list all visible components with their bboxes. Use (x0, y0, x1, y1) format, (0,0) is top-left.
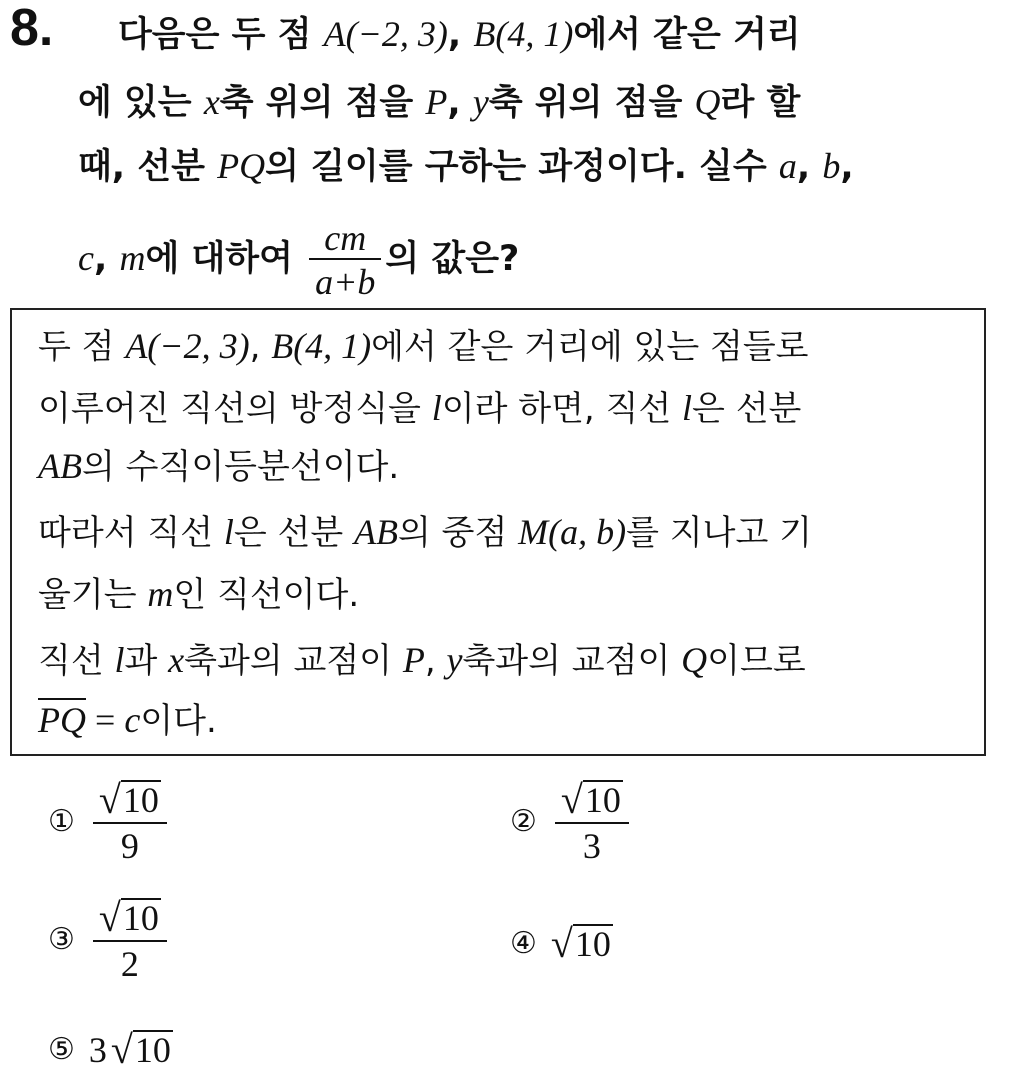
box-line-6 (38, 640, 806, 681)
c-variable: c (124, 700, 141, 740)
fraction-numerator: cm (309, 220, 381, 260)
box-text: 의 수직이등분선이다. (81, 447, 400, 487)
sqrt-sign: √ (110, 1027, 133, 1072)
stem-text: 에 대하여 (145, 239, 306, 279)
x-variable: x (203, 82, 220, 122)
y-variable: y (446, 640, 463, 680)
l-variable: l (431, 388, 442, 428)
m-variable: m (147, 574, 174, 614)
radicand: 10 (584, 780, 621, 821)
q-variable: Q (694, 82, 721, 122)
stem-text: 다음은 두 점 (118, 15, 324, 55)
stem-text: 의 길이를 구하는 과정이다. 실수 (265, 147, 779, 187)
square-root (110, 1027, 173, 1072)
sqrt-sign: √ (550, 921, 573, 966)
box-text: 축과의 교점이 (184, 641, 403, 681)
y-variable: y (472, 82, 489, 122)
choice-fraction (93, 777, 167, 866)
box-text: 울기는 (38, 575, 148, 615)
point-a: A(−2, 3) (125, 326, 250, 366)
c-variable: c (78, 238, 94, 278)
question-stem-line-1 (118, 16, 801, 53)
l-variable: l (223, 512, 234, 552)
radicand: 10 (122, 780, 159, 821)
radicand: 10 (134, 1030, 171, 1071)
box-line-1 (38, 326, 809, 367)
point-b: B(4, 1) (473, 14, 574, 54)
segment-pq: $\overline{PQ}$ (38, 700, 86, 740)
choice-1[interactable] (48, 777, 171, 866)
stem-text: 축 위의 점을 (219, 83, 426, 123)
box-line-7 (38, 700, 217, 741)
box-line-5 (38, 574, 360, 615)
box-text: 에서 같은 거리에 있는 점들로 (371, 327, 809, 367)
fraction-denominator: a+b (315, 262, 376, 302)
box-text: 인 직선이다. (173, 575, 360, 615)
choice-4[interactable] (510, 921, 613, 966)
box-text: 의 중점 (398, 513, 519, 553)
sqrt-sign: √ (98, 895, 121, 940)
choice-marker: ⑤ (48, 1032, 75, 1067)
box-text: 를 지나고 기 (626, 513, 812, 553)
box-text: 이다. (140, 701, 217, 741)
p-variable: P (402, 640, 425, 680)
question-stem-line-4: c, m에 대하여 $\frac{cm}{a+b}$ 의 값은? (78, 218, 520, 302)
point-b: B(4, 1) (271, 326, 372, 366)
fraction-numerator (555, 777, 629, 824)
box-text: 이라 하면, 직선 (441, 389, 683, 429)
stem-text: 의 값은? (385, 239, 520, 279)
choice-marker: ③ (48, 922, 75, 957)
l-variable: l (114, 640, 125, 680)
fraction-numerator (93, 777, 167, 824)
sqrt-sign: √ (560, 777, 583, 822)
x-variable: x (168, 640, 185, 680)
p-variable: P (425, 82, 448, 122)
choice-marker: ② (510, 804, 537, 839)
box-text: 이므로 (707, 641, 806, 681)
square-root (560, 777, 623, 822)
choice-3[interactable] (48, 895, 171, 984)
square-root (98, 895, 161, 940)
coefficient: 3 (88, 1030, 107, 1070)
box-text: 축과의 교점이 (462, 641, 682, 681)
sqrt-sign: √ (98, 777, 121, 822)
fraction-denominator: 3 (582, 826, 601, 866)
stem-text: 축 위의 점을 (488, 83, 695, 123)
box-text: 두 점 (38, 327, 126, 367)
comma: , (447, 15, 462, 55)
m-variable: m (119, 238, 146, 278)
fraction-cm-over-a-plus-b (309, 220, 381, 300)
fraction-denominator: 9 (120, 826, 139, 866)
pq-variable: PQ (217, 146, 266, 186)
point-a: A(−2, 3) (323, 14, 448, 54)
square-root (550, 921, 613, 966)
box-text: 은 선분 (692, 389, 802, 429)
separator: , (424, 641, 447, 681)
stem-text: 때, 선분 (78, 147, 218, 187)
equals-sign: = (86, 700, 125, 740)
box-line-2 (38, 388, 802, 429)
choice-fraction (93, 895, 167, 984)
midpoint-m: M(a, b) (518, 512, 627, 552)
choice-5[interactable] (48, 1027, 173, 1072)
square-root (98, 777, 161, 822)
choice-2[interactable] (510, 777, 633, 866)
radicand: 10 (122, 898, 159, 939)
l-variable: l (682, 388, 693, 428)
q-variable: Q (681, 640, 708, 680)
solution-process-box (10, 308, 986, 756)
box-line-4 (38, 512, 812, 553)
box-line-3 (38, 446, 400, 487)
choice-marker: ① (48, 804, 75, 839)
a-variable: a (778, 146, 797, 186)
stem-text: 에 있는 (78, 83, 204, 123)
separator: , (249, 327, 272, 367)
question-stem-line-2 (78, 84, 800, 121)
choice-marker: ④ (510, 926, 537, 961)
ab-variable: AB (354, 512, 398, 552)
ab-variable: AB (38, 446, 82, 486)
question-stem-line-3: 때, 선분 PQ의 길이를 구하는 과정이다. 실수 a, b, (78, 146, 854, 187)
box-text: 이루어진 직선의 방정식을 (38, 389, 432, 429)
box-text: 따라서 직선 (38, 513, 224, 553)
question-number: 8. (10, 0, 54, 57)
box-text: 과 (124, 641, 169, 681)
box-text: 직선 (38, 641, 115, 681)
radicand: 10 (574, 924, 611, 965)
box-text: 은 선분 (233, 513, 355, 553)
fraction-denominator: 2 (120, 944, 139, 984)
stem-text: 라 할 (720, 83, 801, 123)
stem-text: 에서 같은 거리 (573, 15, 801, 55)
comma: , (447, 83, 461, 123)
b-variable: b (822, 146, 841, 186)
fraction-numerator (93, 895, 167, 942)
choice-fraction (555, 777, 629, 866)
